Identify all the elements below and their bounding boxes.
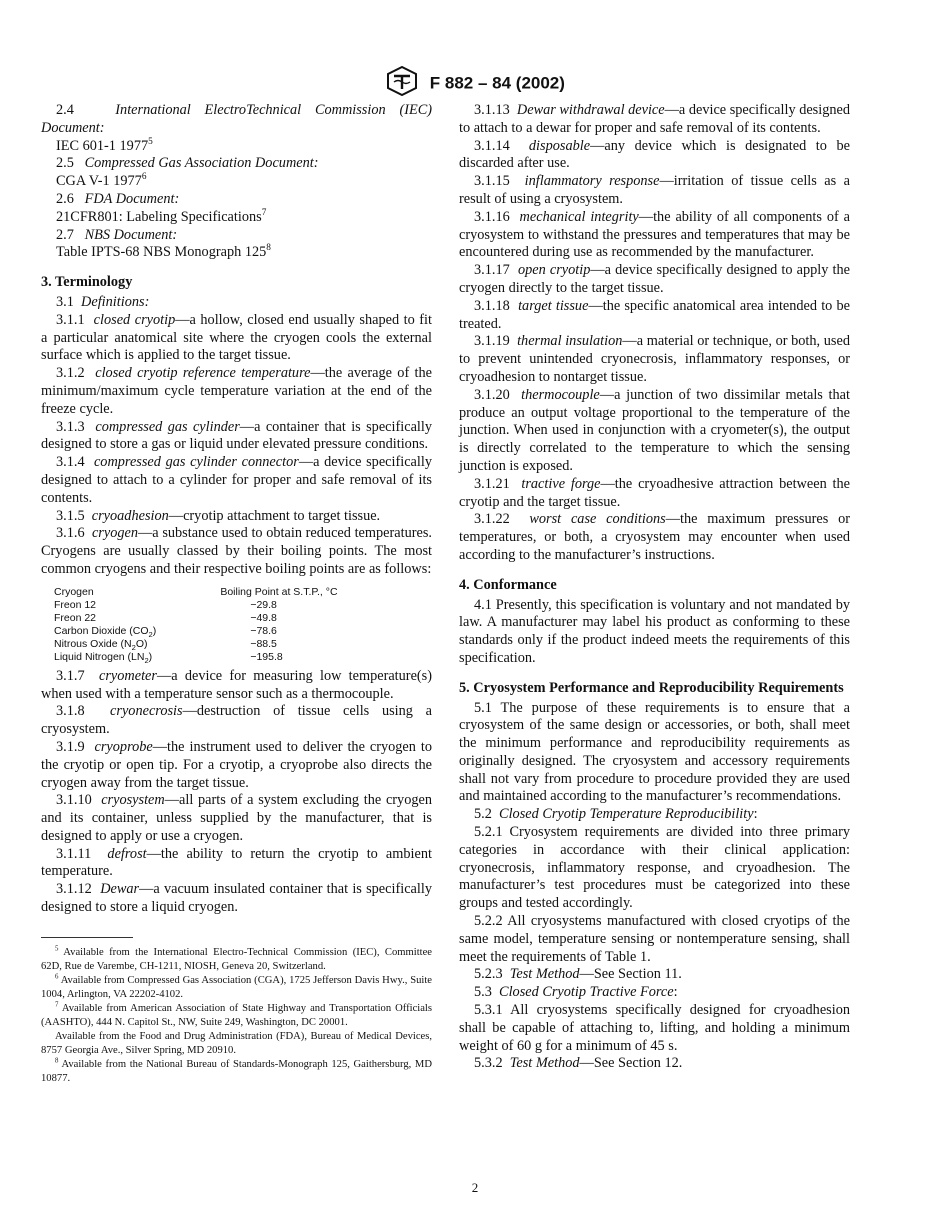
section-3-heading: 3. Terminology bbox=[41, 274, 133, 291]
table-header-row bbox=[54, 586, 411, 599]
section-2-5-heading: 2.5 Compressed Gas Association Document: bbox=[56, 155, 319, 172]
definition-3-1-18: 3.1.18 target tissue—the specific anatomical area intended to be treated. bbox=[459, 297, 850, 332]
paragraph-5-2: 5.2 Closed Cryotip Temperature Reproducibility: bbox=[474, 806, 758, 823]
section-2-4-heading: 2.4 International ElectroTechnical Commission (IEC) Document: bbox=[41, 102, 432, 136]
table-row bbox=[54, 599, 411, 612]
footnote-divider bbox=[41, 937, 133, 938]
definition-3-1-12: 3.1.12 Dewar—a vacuum insulated container that is specifically designed to store a liquid cryogen. bbox=[41, 881, 432, 916]
paragraph-5-1: 5.1 The purpose of these requirements is to ensure that a cryosystem of the same design or accessories, or both, shall meet the minimum performance and reproducibility requirements as originally designed. The cryosystem and accessory requirements shall not vary from procedure to procedure provided they are used and maintained according to the manufacturer’s recommendations. bbox=[459, 699, 850, 805]
paragraph-5-3: 5.3 Closed Cryotip Tractive Force: bbox=[474, 984, 678, 1001]
section-3-1-heading: 3.1 Definitions: bbox=[56, 293, 150, 310]
definition-3-1-9: 3.1.9 cryoprobe—the instrument used to deliver the cryogen to the cryotip or open tip. For a cryotip, a cryoprobe also directs the cryogen away from the target tissue. bbox=[41, 738, 432, 791]
definition-3-1-22: 3.1.22 worst case conditions—the maximum pressures or temperatures, or both, a cryosystem may encounter when used according to the manufacturer’s instructions. bbox=[459, 511, 850, 563]
table-cell-cryogen: Freon 12 bbox=[54, 598, 97, 611]
paragraph-5-3-2: 5.3.2 Test Method—See Section 12. bbox=[474, 1055, 683, 1072]
table-row bbox=[54, 651, 411, 664]
definition-3-1-15: 3.1.15 inflammatory response—irritation of tissue cells as a result of using a cryosystem. bbox=[459, 173, 850, 207]
table-row bbox=[54, 612, 411, 625]
footnote-7b: Available from the Food and Drug Administration (FDA), Bureau of Medical Devices, 8757 Georgia Ave., Silver Spring, MD 20910. bbox=[41, 1030, 432, 1056]
document-title: F 882 – 84 (2002) bbox=[429, 73, 565, 93]
footnote-7: $^7$ Available from American Association of State Highway and Transportation Officials (AASHTO), 444 N. Capitol St., NW, Suite 249, Washington, DC 20001. bbox=[41, 1001, 432, 1028]
left-column bbox=[41, 102, 432, 1086]
reference-fda: 21CFR801: Labeling Specifications$^7$ bbox=[56, 208, 267, 225]
definition-3-1-1: 3.1.1 closed cryotip—a hollow, closed end usually shaped to fit a particular anatomical site where the cryogen cools the external surface which is applied to the target tissue. bbox=[41, 311, 432, 364]
table-cell-boiling-point: −88.5 bbox=[250, 637, 277, 650]
definition-3-1-13: 3.1.13 Dewar withdrawal device—a device specifically designed to attach to a dewar for proper and safe removal of its contents. bbox=[459, 102, 851, 136]
reference-iec: IEC 601-1 1977$^5$ bbox=[56, 136, 153, 154]
table-row bbox=[54, 638, 411, 651]
definition-3-1-5: 3.1.5 cryoadhesion—cryotip attachment to target tissue. bbox=[56, 507, 381, 524]
definition-3-1-21: 3.1.21 tractive forge—the cryoadhesive attraction between the cryotip and the target tissue. bbox=[459, 475, 850, 510]
page-header bbox=[0, 66, 950, 101]
table-header-cryogen: Cryogen bbox=[54, 585, 94, 598]
definition-3-1-2: 3.1.2 closed cryotip reference temperature—the average of the minimum/maximum cycle temperature variation at the end of the freeze cycle. bbox=[41, 365, 432, 417]
cryogen-table bbox=[54, 586, 411, 664]
section-5-heading: 5. Cryosystem Performance and Reproducibility Requirements bbox=[459, 679, 844, 696]
table-cell-cryogen: Liquid Nitrogen $(LN_2)$ bbox=[54, 650, 153, 665]
definition-3-1-6: 3.1.6 cryogen—a substance used to obtain reduced temperatures. Cryogens are usually classed by their boiling points. The most common cryogens and their respective boiling points are as follows: bbox=[41, 525, 432, 577]
definition-3-1-11: 3.1.11 defrost—the ability to return the cryotip to ambient temperature. bbox=[41, 845, 432, 880]
footnote-6: $^6$ Available from Compressed Gas Association (CGA), 1725 Jefferson Davis Hwy., Suite 1004, Arlington, VA 22202-4102. bbox=[41, 973, 432, 1000]
table-row bbox=[54, 625, 411, 638]
table-header-boiling-point: Boiling Point at S.T.P., °C bbox=[220, 585, 338, 598]
table-cell-boiling-point: −29.8 bbox=[250, 598, 277, 611]
definition-3-1-19: 3.1.19 thermal insulation—a material or technique, or both, used to prevent unintended cryonecrosis, inflammatory responses, or cryoadhesion to nontarget tissue. bbox=[459, 333, 850, 385]
table-cell-cryogen: Carbon Dioxide $(CO_2)$ bbox=[54, 624, 157, 639]
definition-3-1-10: 3.1.10 cryosystem—all parts of a system excluding the cryogen and its container, unless supplied by the manufacturer, that is designed to apply or use a cryogen. bbox=[41, 792, 432, 844]
section-4-heading: 4. Conformance bbox=[459, 576, 557, 593]
section-2-6-heading: 2.6 FDA Document: bbox=[56, 190, 180, 207]
definition-3-1-14: 3.1.14 disposable—any device which is designated to be discarded after use. bbox=[459, 137, 850, 172]
paragraph-5-2-2: 5.2.2 All cryosystems manufactured with closed cryotips of the same model, temperature sensing or nontemperature sensing, shall meet the requirements of Table 1. bbox=[459, 913, 850, 965]
paragraph-5-3-1: 5.3.1 All cryosystems specifically designed for cryoadhesion shall be capable of attaching to, lifting, and holding a minimum weight of 60 g for a minimum of 45 s. bbox=[459, 1002, 850, 1054]
astm-logo-icon bbox=[385, 66, 419, 101]
paragraph-4-1: 4.1 Presently, this specification is voluntary and not mandated by law. A manufacturer may label his product as conforming to these standards only if the product indeed meets the requirements of this specification. bbox=[459, 596, 850, 666]
paragraph-5-2-1: 5.2.1 Cryosystem requirements are divided into three primary categories in accordance with their clinical application: cryonecrosis, inflammatory response, and cryoadhesion. The manufacturer’s test procedures must be categorized into these groups and tested accordingly. bbox=[459, 824, 850, 912]
table-cell-cryogen: Nitrous Oxide $(N_2O)$ bbox=[54, 637, 148, 652]
definition-3-1-16: 3.1.16 mechanical integrity—the ability of all components of a cryosystem to withstand the pressures and temperatures that may be encountered during use as recommended by the manufacturer. bbox=[459, 208, 850, 261]
reference-nbs: Table IPTS-68 NBS Monograph $125^8$ bbox=[56, 243, 271, 261]
footnote-8: $^8$ Available from the National Bureau of Standards-Monograph 125, Gaithersburg, MD 10877. bbox=[41, 1057, 432, 1084]
definition-3-1-20: 3.1.20 thermocouple—a junction of two dissimilar metals that produce an output voltage proportional to the temperature of the junction. When used in conjunction with a cryometer(s), the output is directly correlated to the temperature to which the sensing junction is exposed. bbox=[459, 386, 850, 474]
page-number: 2 bbox=[471, 1180, 479, 1195]
definition-3-1-17: 3.1.17 open cryotip—a device specifically designed to apply the cryogen directly to the target tissue. bbox=[459, 262, 850, 296]
footnote-5: $^5$ Available from the International Electro-Technical Commission (IEC), Committee 62D, Rue de Varembe, CH-1211, NIOSH, Geneva 20, Switzerland. bbox=[41, 945, 432, 972]
paragraph-5-2-3: 5.2.3 Test Method—See Section 11. bbox=[474, 966, 682, 983]
table-cell-cryogen: Freon 22 bbox=[54, 611, 97, 624]
right-column bbox=[459, 102, 850, 1073]
definition-3-1-7: 3.1.7 cryometer—a device for measuring low temperature(s) when used with a temperature sensor such as a thermocouple. bbox=[41, 667, 432, 702]
reference-cga: CGA V-1 1977$^6$ bbox=[56, 172, 147, 190]
definition-3-1-8: 3.1.8 cryonecrosis—destruction of tissue cells using a cryosystem. bbox=[41, 703, 432, 738]
definition-3-1-3: 3.1.3 compressed gas cylinder—a container that is specifically designed to store a gas or liquid under elevated pressure conditions. bbox=[41, 418, 433, 453]
table-cell-boiling-point: −49.8 bbox=[250, 611, 277, 624]
table-cell-boiling-point: −195.8 bbox=[250, 650, 283, 663]
section-2-7-heading: 2.7 NBS Document: bbox=[56, 226, 178, 243]
table-cell-boiling-point: −78.6 bbox=[250, 624, 277, 637]
definition-3-1-4: 3.1.4 compressed gas cylinder connector—a device specifically designed to attach to a cylinder for proper and safe removal of its contents. bbox=[41, 454, 432, 506]
